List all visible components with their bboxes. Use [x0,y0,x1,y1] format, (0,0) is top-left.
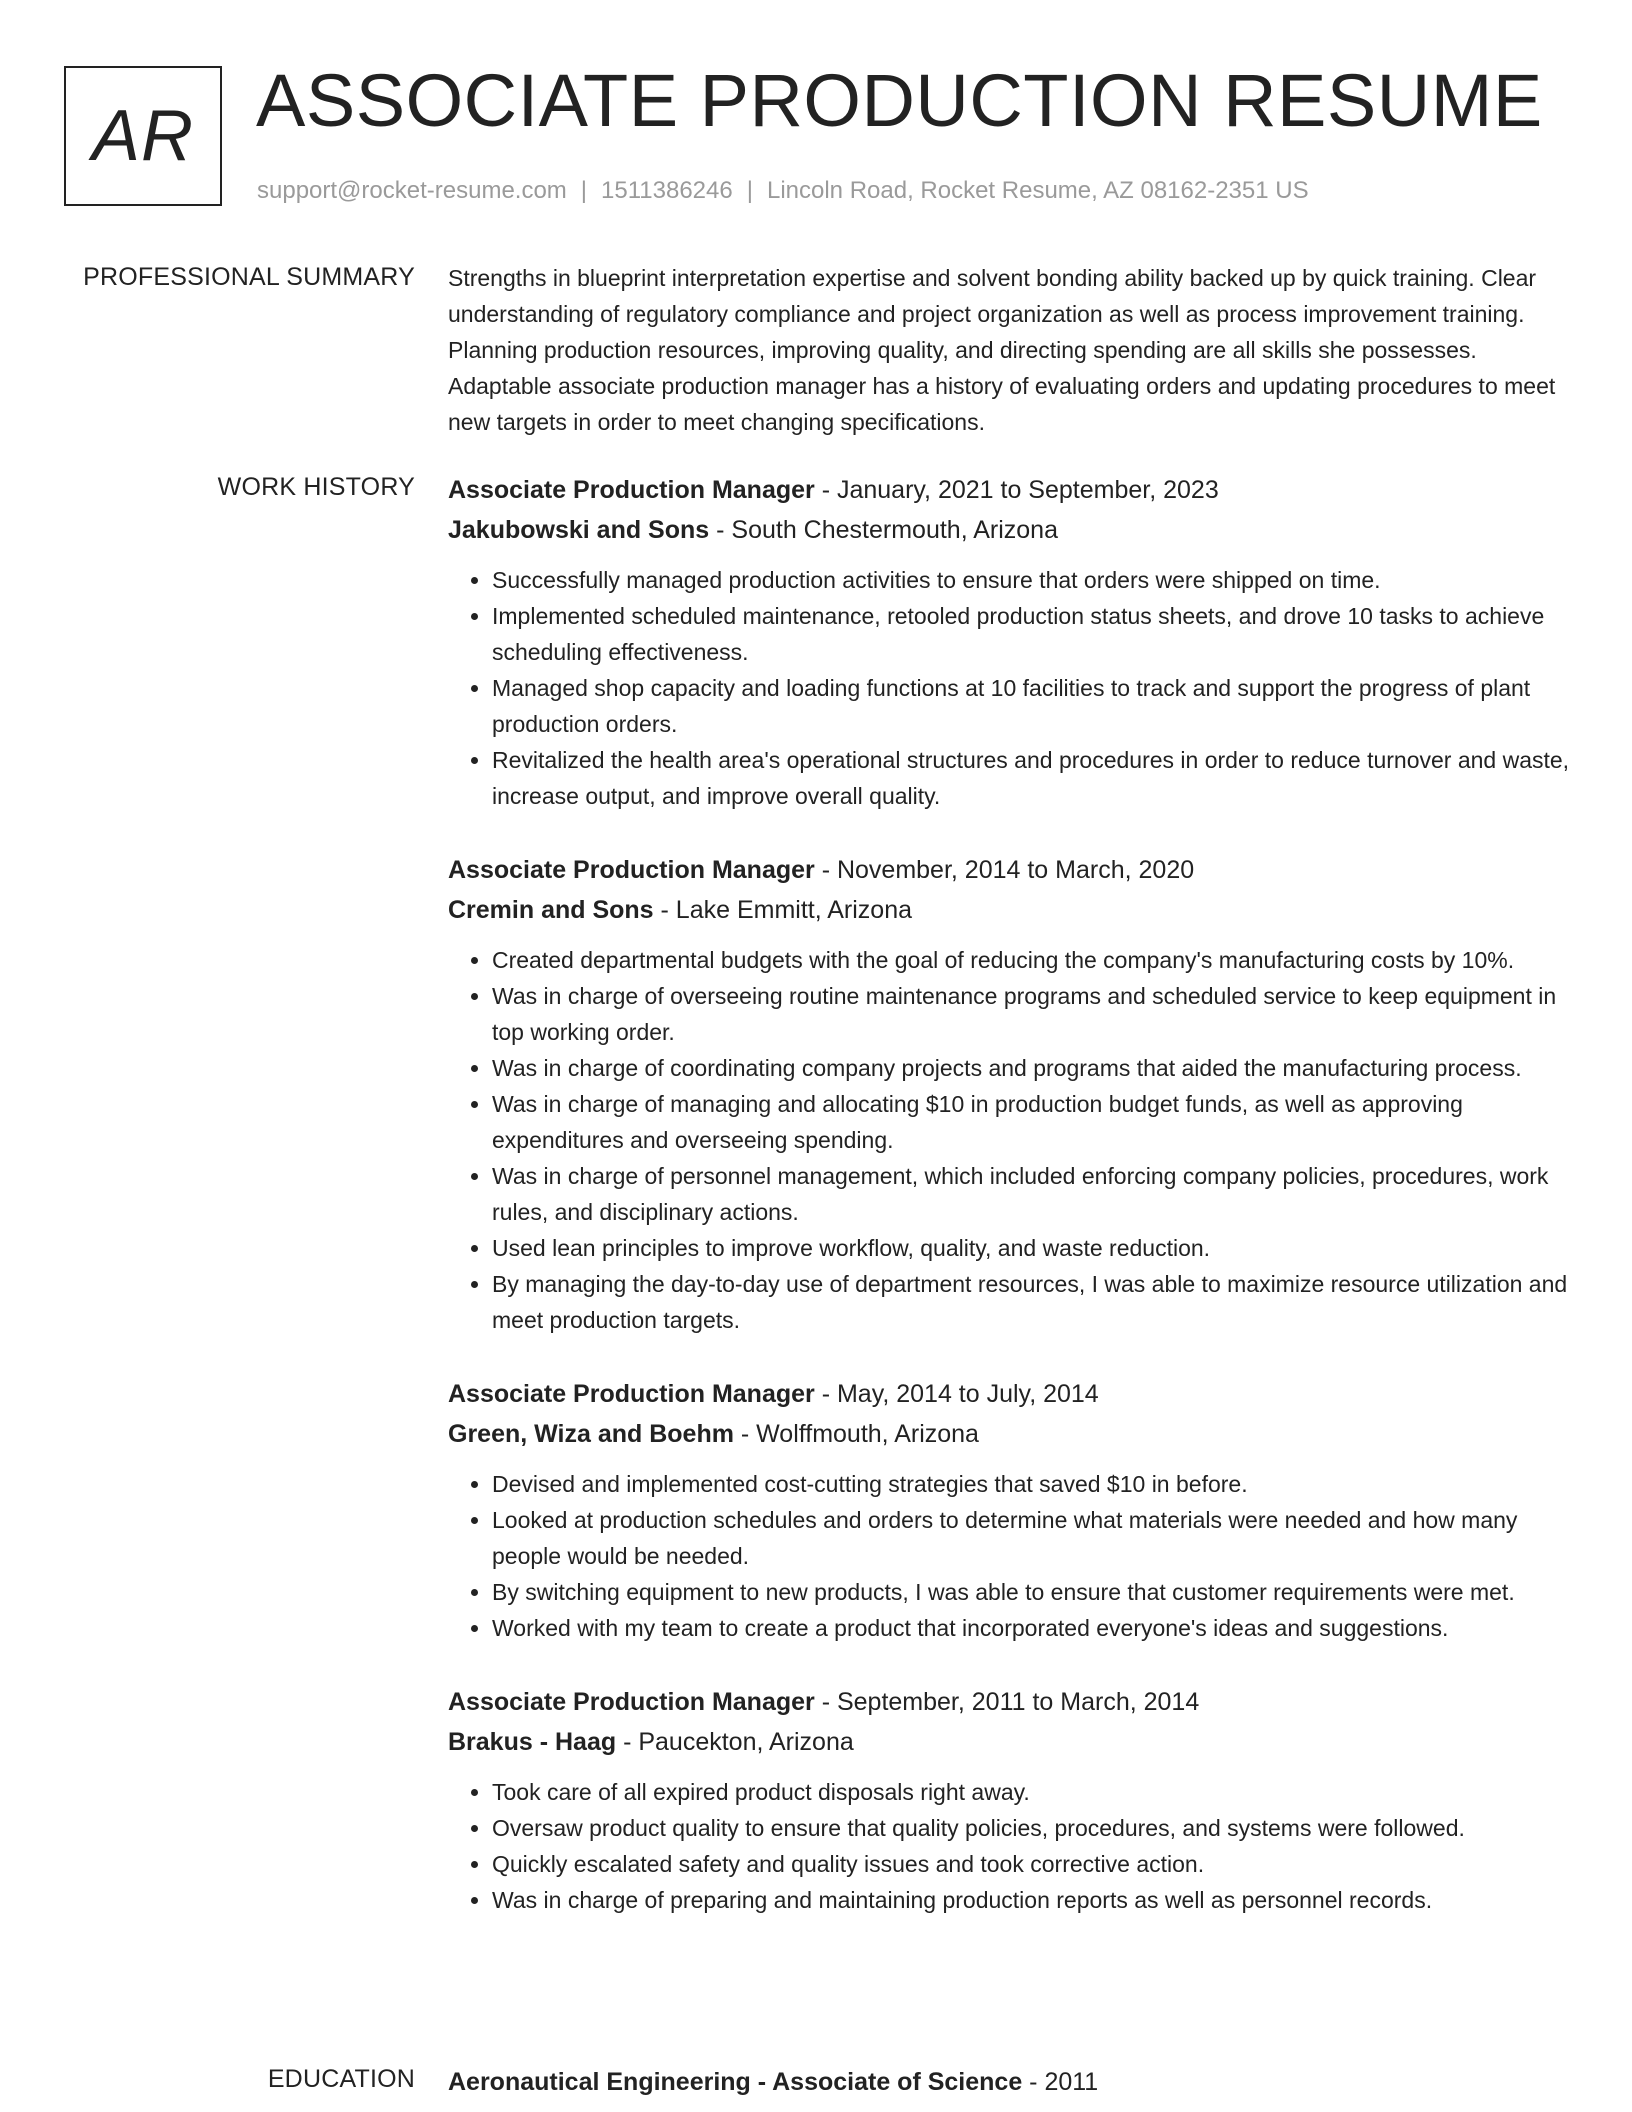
job-bullet: • Worked with my team to create a product that incorporated everyone's ideas and suggestions. [492,1610,1576,1646]
job-location: - Paucekton, Arizona [616,1728,854,1756]
job-bullet: • Was in charge of preparing and maintaining production reports as well as personnel records. [492,1882,1576,1918]
job-location: - South Chestermouth, Arizona [709,516,1058,544]
job-dates: - November, 2014 to March, 2020 [814,856,1195,884]
job-company: Jakubowski and Sons [448,516,710,544]
job-entry [448,1682,1576,1918]
contact-separator: | [580,177,588,204]
job-bullet: • By switching equipment to new products, I was able to ensure that customer requirements were met. [492,1574,1576,1610]
job-bullet: • Implemented scheduled maintenance, retooled production status sheets, and drove 10 tasks to achieve scheduling effectiveness. [492,598,1576,670]
contact-line [257,176,1309,206]
job-dates: - September, 2011 to March, 2014 [814,1688,1200,1716]
job-bullet: • Devised and implemented cost-cutting strategies that saved $10 in before. [492,1466,1576,1502]
job-bullet: • Quickly escalated safety and quality issues and took corrective action. [492,1846,1576,1882]
job-bullet: • Revitalized the health area's operational structures and procedures in order to reduce turnover and waste, increase output, and improve overall quality. [492,742,1576,814]
job-bullet: • Oversaw product quality to ensure that quality policies, procedures, and systems were followed. [492,1810,1576,1846]
job-company-line [448,890,1576,930]
job-bullets [448,562,1576,814]
job-location: - Wolffmouth, Arizona [733,1420,979,1448]
education-year: - 2011 [1022,2068,1099,2096]
job-bullet: • By managing the day-to-day use of department resources, I was able to maximize resource utilization and meet production targets. [492,1266,1576,1338]
contact-email[interactable]: support@rocket-resume.com [257,177,567,204]
job-title: Associate Production Manager [448,856,815,884]
monogram-box [64,66,222,206]
job-bullets [448,942,1576,1338]
job-title: Associate Production Manager [448,1380,815,1408]
section-heading-work-history: WORK HISTORY [217,473,415,501]
education-line [448,2062,1576,2102]
contact-address: Lincoln Road, Rocket Resume, AZ 08162-2351 US [766,177,1309,204]
job-location: - Lake Emmitt, Arizona [653,896,913,924]
section-heading-summary: PROFESSIONAL SUMMARY [83,263,415,291]
job-bullet: • Was in charge of managing and allocating $10 in production budget funds, as well as approving expenditures and overseeing spending. [492,1086,1576,1158]
job-company: Brakus - Haag [448,1728,617,1756]
job-dates: - January, 2021 to September, 2023 [814,476,1219,504]
job-title-line [448,1682,1576,1722]
contact-separator: | [746,177,753,204]
job-bullet: • Was in charge of personnel management, which included enforcing company policies, procedures, work rules, and disciplinary actions. [492,1158,1576,1230]
job-company-line [448,1722,1576,1762]
job-bullet: • Looked at production schedules and orders to determine what materials were needed and how many people would be needed. [492,1502,1576,1574]
job-bullet: • Took care of all expired product disposals right away. [492,1774,1576,1810]
education-degree: Aeronautical Engineering - Associate of Science [448,2068,1023,2096]
monogram-initials: AR [91,96,195,176]
job-bullet: • Used lean principles to improve workflow, quality, and waste reduction. [492,1230,1576,1266]
resume-title: ASSOCIATE PRODUCTION RESUME [256,59,1543,142]
job-title-line [448,470,1576,510]
job-bullet: • Was in charge of coordinating company projects and programs that aided the manufacturing process. [492,1050,1576,1086]
job-company-line [448,1414,1576,1454]
job-title-line [448,1374,1576,1414]
job-entry [448,1374,1576,1646]
job-list [448,470,1576,1954]
job-company: Green, Wiza and Boehm [448,1420,734,1448]
section-heading-education: EDUCATION [267,2065,415,2093]
job-bullets [448,1774,1576,1918]
job-bullets [448,1466,1576,1646]
job-bullet: • Was in charge of overseeing routine maintenance programs and scheduled service to keep equipment in top working order. [492,978,1576,1050]
job-company-line [448,510,1576,550]
job-title: Associate Production Manager [448,1688,815,1716]
job-title: Associate Production Manager [448,476,815,504]
job-bullet: • Created departmental budgets with the goal of reducing the company's manufacturing costs by 10%. [492,942,1576,978]
job-title-line [448,850,1576,890]
job-bullet: • Successfully managed production activities to ensure that orders were shipped on time. [492,562,1576,598]
job-entry [448,470,1576,814]
job-bullet: • Managed shop capacity and loading functions at 10 facilities to track and support the progress of plant production orders. [492,670,1576,742]
contact-phone[interactable]: 1511386246 [601,177,733,204]
job-dates: - May, 2014 to July, 2014 [814,1380,1099,1408]
job-company: Cremin and Sons [448,896,654,924]
job-entry [448,850,1576,1338]
summary-text: Strengths in blueprint interpretation expertise and solvent bonding ability backed up by quick training. Clear understanding of regulatory compliance and project organization as well as process improvement training. Planning production resources, improving quality, and directing spending are all skills she possesses. Adaptable associate production manager has a history of evaluating orders and updating procedures to meet new targets in order to meet changing specifications. [448,265,1556,435]
